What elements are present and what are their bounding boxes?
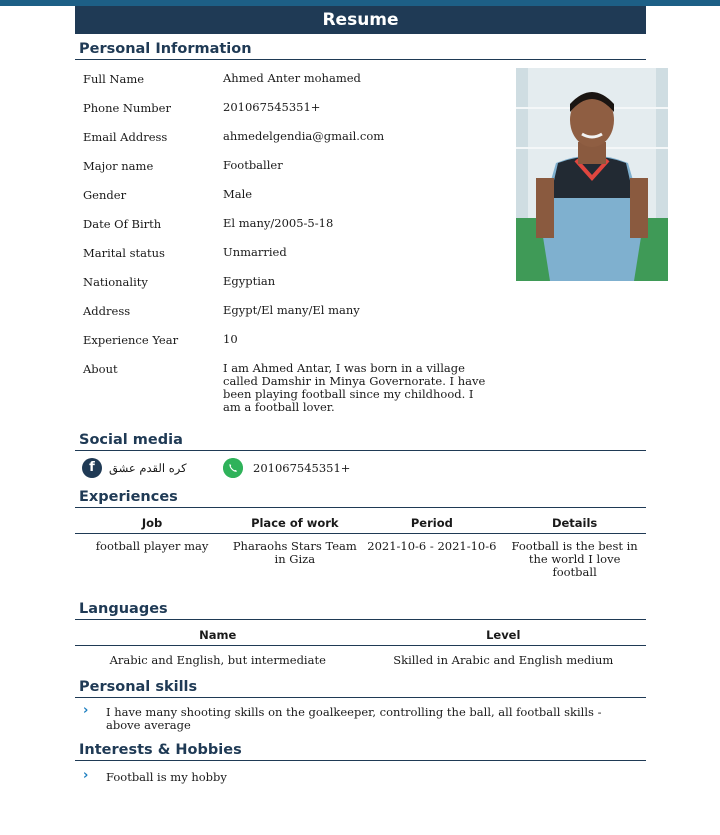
info-value: Egypt/El many/El many: [223, 303, 360, 317]
whatsapp-icon[interactable]: [223, 458, 243, 478]
info-value: I am Ahmed Antar, I was born in a village called Damshir in Minya Governorate. I have been playing football since my childhood. I am a football lover.: [223, 361, 486, 414]
col-place: Place of work: [229, 508, 360, 534]
profile-photo: [516, 68, 668, 281]
resume-page: [75, 6, 646, 784]
list-item: [75, 698, 646, 736]
facebook-link[interactable]: كره القدم عشق: [109, 461, 187, 475]
info-label: Address: [83, 304, 131, 318]
exp-details: Football is the best in the world I love football: [511, 539, 638, 579]
info-label: Phone Number: [83, 101, 171, 115]
info-value: El many/2005-5-18: [223, 216, 334, 230]
exp-period: 2021-10-6 - 2021-10-6: [367, 539, 497, 553]
social-media-row: [75, 451, 646, 489]
chevron-right-icon: ›: [83, 768, 89, 783]
experiences-title: Experiences: [75, 489, 646, 508]
languages-table: [75, 620, 646, 679]
social-media-title: Social media: [75, 432, 646, 451]
personal-skills-title: Personal skills: [75, 679, 646, 698]
col-job: Job: [75, 508, 229, 534]
info-value: 10: [223, 332, 238, 346]
info-value: Unmarried: [223, 245, 287, 259]
resume-title: Resume: [75, 6, 646, 34]
whatsapp-number[interactable]: 201067545351+: [253, 461, 351, 475]
table-row: [75, 534, 646, 585]
table-row: [75, 646, 646, 680]
col-level: Level: [361, 620, 647, 646]
list-item: [75, 761, 646, 784]
info-value: Footballer: [223, 158, 283, 172]
info-value: Male: [223, 187, 253, 201]
info-label: Gender: [83, 188, 127, 202]
col-name: Name: [75, 620, 361, 646]
chevron-right-icon: ›: [83, 703, 89, 718]
facebook-icon[interactable]: f: [82, 458, 102, 478]
info-label: Nationality: [83, 275, 148, 289]
info-value: 201067545351+: [223, 100, 321, 114]
profile-photo-illustration: [516, 68, 668, 281]
info-label: Date Of Birth: [83, 217, 162, 231]
info-label: Experience Year: [83, 333, 179, 347]
skill-text: I have many shooting skills on the goalkeeper, controlling the ball, all football skills - above average: [106, 705, 602, 732]
exp-job: football player may: [95, 539, 209, 553]
lang-name: Arabic and English, but intermediate: [109, 653, 326, 667]
personal-info: [75, 60, 646, 432]
lang-level: Skilled in Arabic and English medium: [393, 653, 614, 667]
exp-place: Pharaohs Stars Team in Giza: [232, 539, 357, 566]
info-label: Email Address: [83, 130, 168, 144]
col-details: Details: [503, 508, 646, 534]
experiences-table: [75, 508, 646, 584]
info-label: About: [83, 362, 118, 376]
hobby-text: Football is my hobby: [106, 770, 227, 784]
info-value: Egyptian: [223, 274, 276, 288]
info-label: Marital status: [83, 246, 165, 260]
info-label: Major name: [83, 159, 154, 173]
languages-title: Languages: [75, 601, 646, 620]
personal-info-title: Personal Information: [75, 41, 646, 60]
info-value: Ahmed Anter mohamed: [223, 71, 361, 85]
info-value: ahmedelgendia@gmail.com: [223, 129, 385, 143]
col-period: Period: [360, 508, 503, 534]
hobbies-title: Interests & Hobbies: [75, 742, 646, 761]
table-header-row: [75, 620, 646, 646]
info-label: Full Name: [83, 72, 145, 86]
table-header-row: [75, 508, 646, 534]
